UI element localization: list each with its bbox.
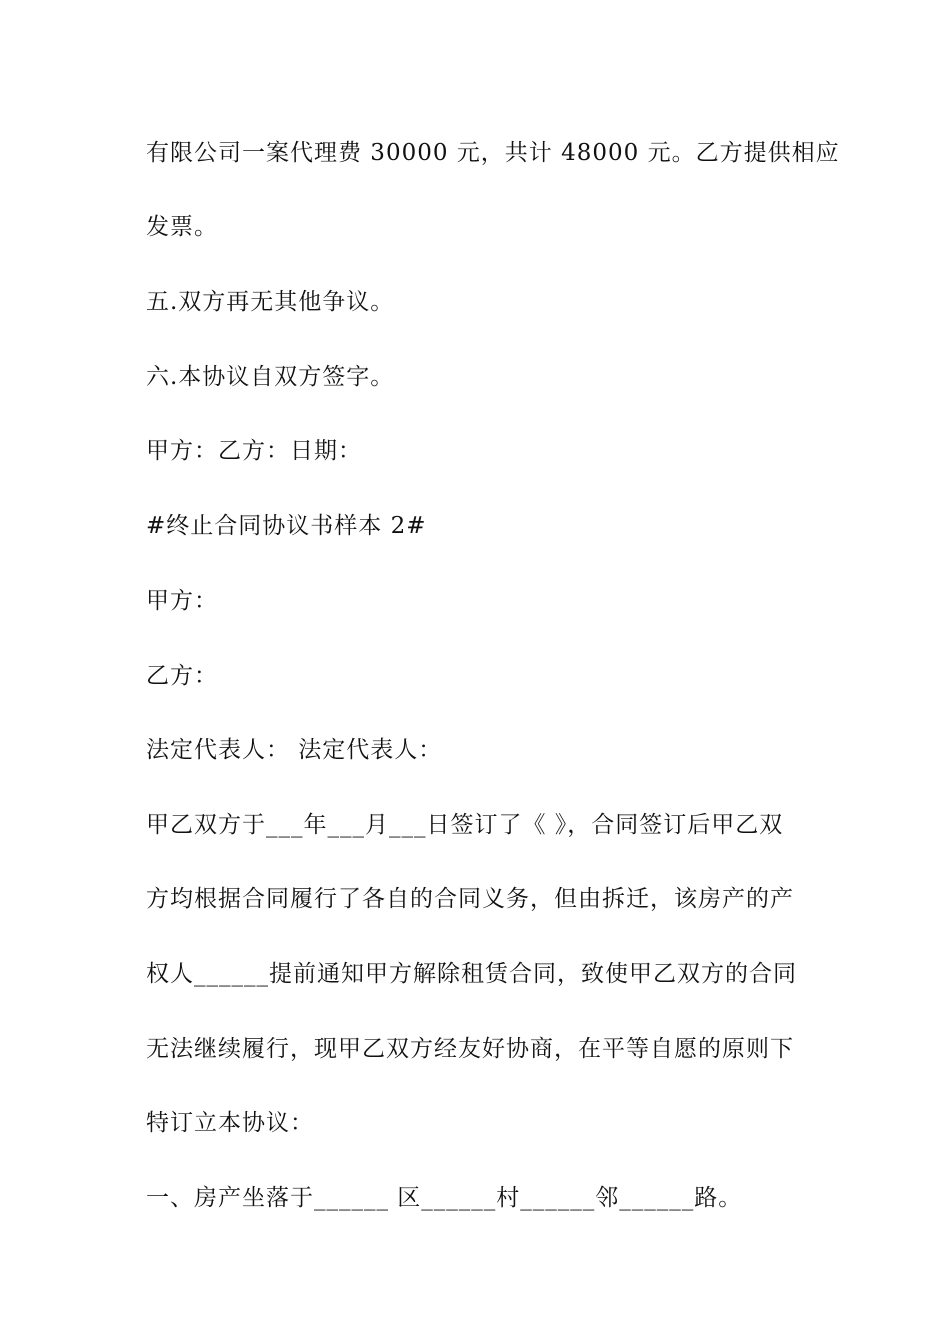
paragraph-line-fee-total: 有限公司一案代理费 30000 元，共计 48000 元。乙方提供相应 bbox=[146, 140, 840, 166]
paragraph-line-invoice: 发票。 bbox=[146, 214, 218, 240]
paragraph-line-3: 权人______提前通知甲方解除租赁合同，致使甲乙双方的合同 bbox=[146, 961, 797, 987]
clause-five: 五.双方再无其他争议。 bbox=[146, 289, 395, 315]
paragraph-line-5: 特订立本协议： bbox=[146, 1110, 314, 1136]
paragraph-line-4: 无法继续履行，现甲乙双方经友好协商，在平等自愿的原则下 bbox=[146, 1036, 794, 1062]
clause-one-location: 一、房产坐落于______ 区______村______邻______路。 bbox=[146, 1185, 743, 1211]
clause-six: 六.本协议自双方签字。 bbox=[146, 364, 395, 390]
legal-representative-line: 法定代表人： 法定代表人： bbox=[146, 737, 443, 763]
signature-line: 甲方：乙方：日期： bbox=[146, 438, 362, 464]
party-a-label: 甲方： bbox=[146, 588, 218, 614]
party-b-label: 乙方： bbox=[146, 663, 218, 689]
paragraph-line-1: 甲乙双方于___年___月___日签订了《 》，合同签订后甲乙双 bbox=[146, 812, 784, 838]
sample-heading: #终止合同协议书样本 2# bbox=[146, 513, 427, 539]
paragraph-line-2: 方均根据合同履行了各自的合同义务，但由拆迁，该房产的产 bbox=[146, 886, 794, 912]
